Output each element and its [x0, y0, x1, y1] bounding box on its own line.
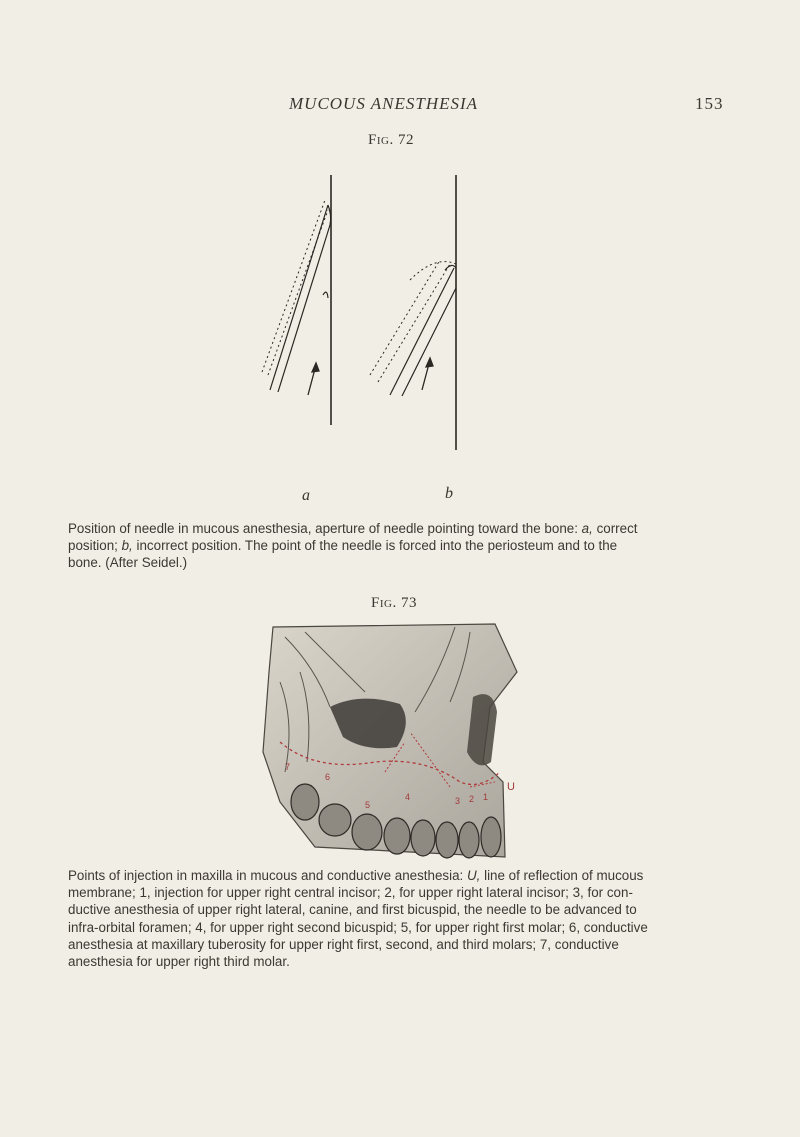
needle-b-dashed [370, 260, 456, 382]
caption-line: anesthesia at maxillary tuberosity for upper right first, second, and third molars; 7, conductive [68, 936, 619, 952]
panel-label-a: a [302, 487, 310, 500]
figure-72-caption [68, 520, 738, 572]
figure-73-caption [68, 867, 738, 970]
label-5: 5 [365, 800, 371, 810]
label-6: 6 [325, 772, 331, 782]
label-2: 2 [469, 794, 475, 804]
page-header [0, 94, 800, 118]
needle-b [390, 265, 456, 396]
caption-line: anesthesia for upper right third molar. [68, 954, 290, 970]
label-u: U [507, 781, 515, 793]
label-4: 4 [405, 792, 411, 802]
caption-line: infra-orbital foramen; 4, for upper right second bicuspid; 5, for upper right first molar; 6, conductive [68, 919, 648, 935]
label-7: 7 [285, 762, 291, 772]
arrow-b [422, 358, 433, 390]
caption-line: membrane; 1, injection for upper right central incisor; 2, for upper right lateral incisor; 3, for con- [68, 885, 633, 901]
caption-line: Position of needle in mucous anesthesia, aperture of needle pointing toward the bone: a, correct [68, 521, 638, 536]
figure-73-maxilla-illustration [255, 612, 525, 862]
arrow-a [308, 363, 319, 395]
figure-73-label: Fig. 73 [371, 595, 417, 611]
caption-line: Points of injection in maxilla in mucous and conductive anesthesia: U, line of reflection of mucous [68, 868, 644, 883]
caption-line: bone. (After Seidel.) [68, 555, 188, 571]
caption-line: position; b, incorrect position. The point of the needle is forced into the periosteum and to the [68, 538, 618, 554]
label-3: 3 [455, 796, 461, 806]
running-title: MUCOUS ANESTHESIA [289, 94, 479, 113]
needle-a-dashed [262, 200, 328, 375]
page-number: 153 [695, 94, 724, 113]
needle-a [270, 205, 331, 392]
figure-72-needle-diagram [240, 160, 520, 500]
panel-label-b: b [445, 485, 453, 500]
label-1: 1 [483, 792, 489, 802]
caption-line: ductive anesthesia of upper right lateral, canine, and first bicuspid, the needle to be advanced to [68, 902, 637, 918]
figure-72-label: Fig. 72 [368, 132, 414, 148]
